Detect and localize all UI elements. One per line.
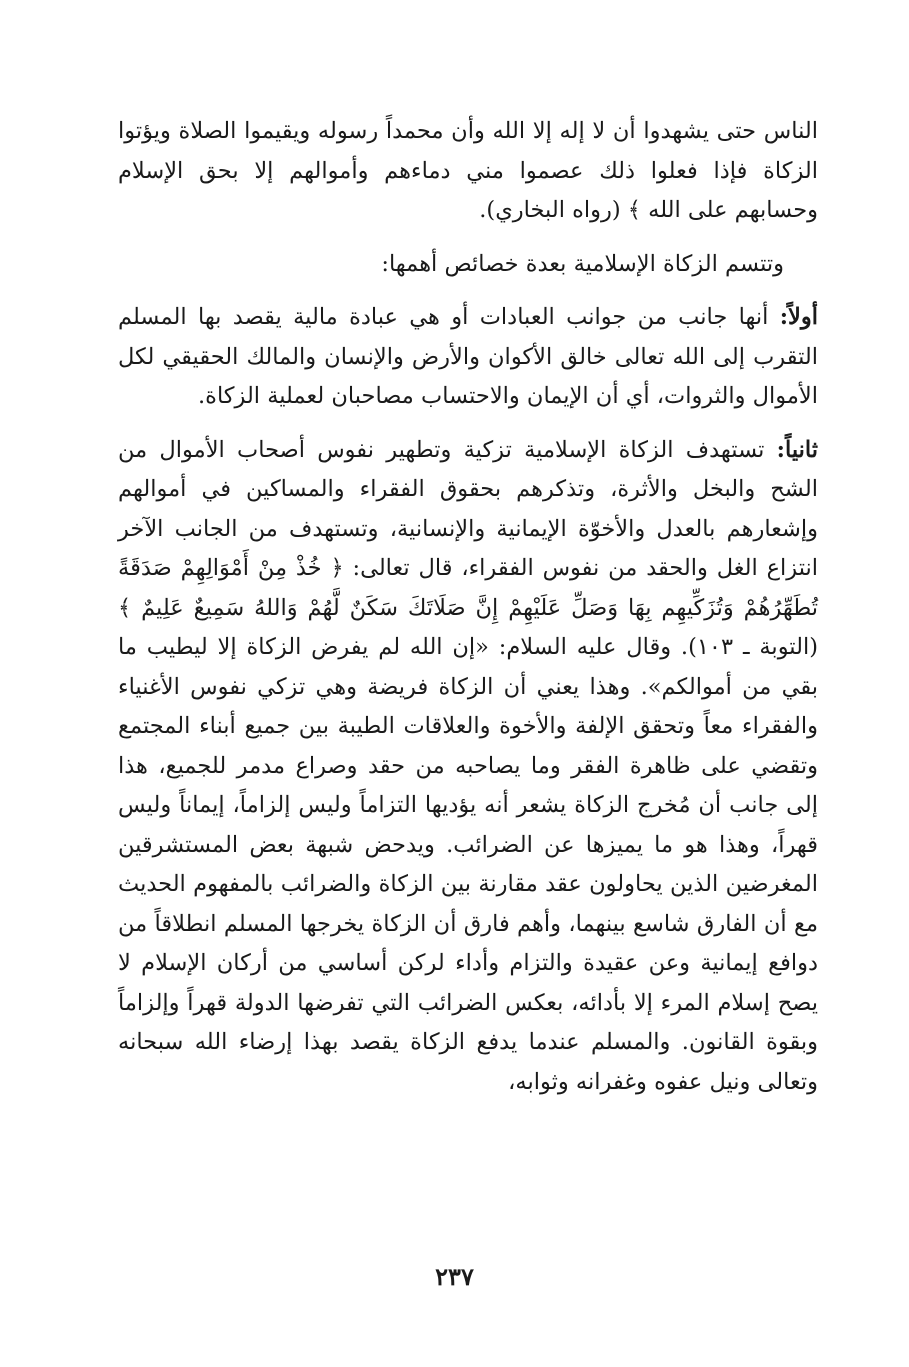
paragraph-text: أنها جانب من جوانب العبادات أو هي عبادة مالية يقصد بها المسلم التقرب إلى الله تعالى خالق الأكوان والأرض والإنسان والمالك الحقيقي لكل الأموال والثروات، أي أن الإيمان والاحتساب مصاحبان لعملية الزكاة. xyxy=(118,304,818,409)
paragraph-text: الناس حتى يشهدوا أن لا إله إلا الله وأن محمداً رسوله ويقيموا الصلاة ويؤتوا الزكاة فإذا فعلوا ذلك عصموا مني دماءهم وأموالهم إلا بحق الإسلام وحسابهم على الله ﴾ (رواه البخاري). xyxy=(118,118,818,223)
paragraph-text: وتتسم الزكاة الإسلامية بعدة خصائص أهمها: xyxy=(381,250,784,277)
paragraph-first-point xyxy=(118,298,818,417)
paragraph-second-point xyxy=(118,431,818,1103)
paragraph-continuation xyxy=(118,112,818,231)
point-label: أولاً: xyxy=(779,304,818,330)
paragraph-intro xyxy=(118,245,818,285)
paragraph-text: تستهدف الزكاة الإسلامية تزكية وتطهير نفوس أصحاب الأموال من الشح والبخل والأثرة، وتذكرهم بحقوق الفقراء والمساكين في أموالهم وإشعارهم بالعدل والأخوّة الإيمانية والإنسانية، وتستهدف من الجانب الآخر انتزاع الغل والحقد من نفوس الفقراء، قال تعالى: ﴿ خُذْ مِنْ أَمْوَالِهِمْ صَدَقَةً تُطَهِّرُهُمْ وَتُزَكِّيهِم بِهَا وَصَلِّ عَلَيْهِمْ إِنَّ صَلَاتَكَ سَكَنٌ لَّهُمْ وَاللهُ سَمِيعٌ عَلِيمٌ ﴾ (التوبة ـ ١٠٣). وقال عليه السلام: «إن الله لم يفرض الزكاة إلا ليطيب ما بقي من أموالكم». وهذا يعني أن الزكاة فريضة وهي تزكي نفوس الأغنياء والفقراء معاً وتحقق الإلفة والأخوة والعلاقات الطيبة بين جميع أبناء المجتمع وتقضي على ظاهرة الفقر وما يصاحبه من حقد وصراع مدمر للجميع، هذا إلى جانب أن مُخرج الزكاة يشعر أنه يؤديها التزاماً وليس إلزاماً، إيماناً وليس قهراً، وهذا هو ما يميزها عن الضرائب. ويدحض شبهة بعض المستشرقين المغرضين الذين يحاولون عقد مقارنة بين الزكاة والضرائب بالمفهوم الحديث مع أن الفارق شاسع بينهما، وأهم فارق أن الزكاة يخرجها المسلم انطلاقاً من دوافع إيمانية وعن عقيدة والتزام وأداء لركن أساسي من أركان الإسلام لا يصح إسلام المرء إلا بأدائه، بعكس الضرائب التي تفرضها الدولة قهراً وإلزاماً وبقوة القانون. والمسلم عندما يدفع الزكاة يقصد بهذا إرضاء الله سبحانه وتعالى ونيل عفوه وغفرانه وثوابه، xyxy=(118,436,818,1095)
point-label: ثانياً: xyxy=(776,436,818,463)
page-number: ٢٣٧ xyxy=(435,1262,474,1291)
page-body xyxy=(118,112,818,1102)
